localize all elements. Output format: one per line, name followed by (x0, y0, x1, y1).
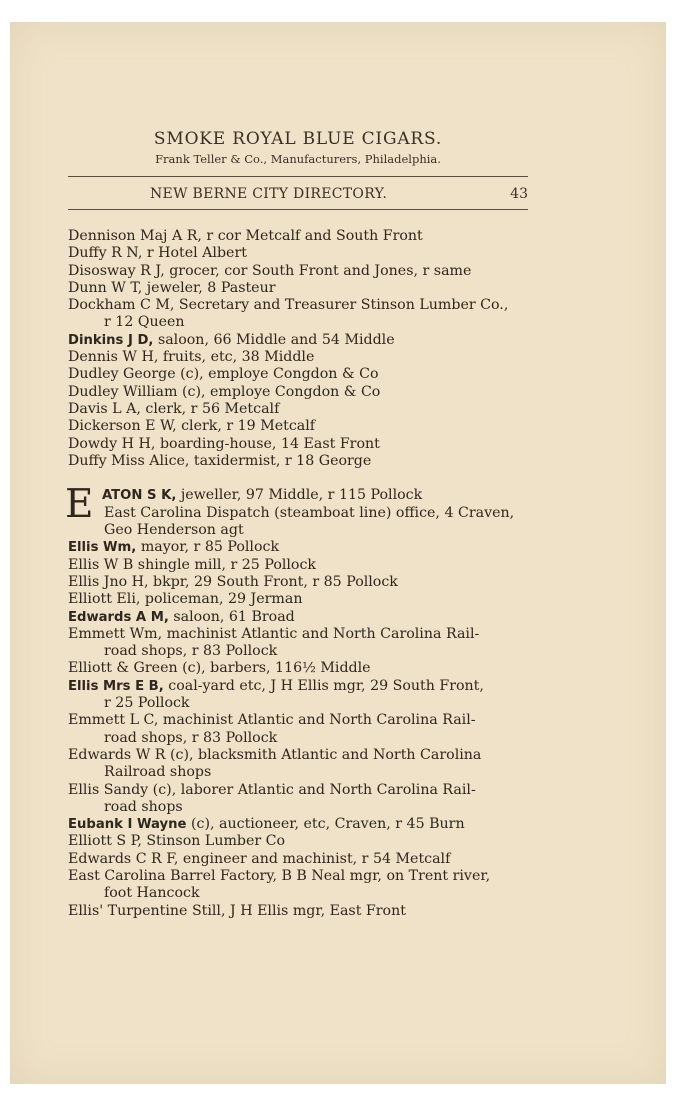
entry-text: Dowdy H H, boarding-house, 14 East Front (68, 435, 380, 452)
entry-text: Duffy Miss Alice, taxidermist, r 18 George (68, 452, 372, 469)
entry-continuation: road shops, r 83 Pollock (104, 643, 278, 660)
directory-entries (65, 228, 538, 920)
directory-title: NEW BERNE CITY DIRECTORY. (150, 186, 388, 202)
entry-name-bold: Edwards A M, (68, 609, 169, 625)
entry-name-bold: Eubank I Wayne (68, 817, 187, 833)
entry-text: Dunn W T, jeweler, 8 Pasteur (68, 279, 276, 296)
header-rule-bottom (68, 209, 528, 210)
directory-entry (68, 903, 538, 920)
directory-entry (68, 366, 538, 383)
directory-entry (68, 263, 538, 280)
directory-entry (68, 833, 538, 850)
entry-text: Elliott S P, Stinson Lumber Co (68, 833, 286, 850)
entry-name-bold: Dinkins J D, (68, 332, 154, 348)
entry-text: Edwards W R (c), blacksmith Atlantic and North Carolina (68, 746, 482, 763)
ad-title: SMOKE ROYAL BLUE CIGARS. (153, 129, 443, 149)
directory-entry (68, 539, 538, 556)
section-gap (68, 470, 538, 487)
directory-entry (68, 453, 538, 470)
directory-entry (68, 228, 538, 245)
entry-name-bold: Ellis Mrs E B, (68, 678, 164, 694)
entry-text: Edwards C R F, engineer and machinist, r 54 Metcalf (68, 850, 451, 867)
entry-text: mayor, r 85 Pollock (136, 539, 280, 556)
entry-text: Elliott & Green (c), barbers, 116½ Middle (68, 660, 371, 677)
directory-entry (68, 574, 538, 591)
directory-entry (68, 384, 538, 401)
directory-entry (68, 245, 538, 262)
entry-text: Ellis Sandy (c), laborer Atlantic and North Carolina Rail- (68, 781, 476, 798)
ad-subtitle: Frank Teller & Co., Manufacturers, Philadelphia. (155, 152, 441, 166)
entry-text: saloon, 61 Broad (168, 608, 295, 625)
entry-continuation: r 25 Pollock (104, 695, 190, 712)
entry-continuation: road shops (104, 798, 183, 815)
drop-cap-initial: E (65, 482, 94, 528)
entry-text: Dennis W H, fruits, etc, 38 Middle (68, 349, 315, 366)
directory-entry (68, 782, 538, 799)
directory-entry (68, 678, 538, 695)
entry-continuation: road shops, r 83 Pollock (104, 729, 278, 746)
entry-text: Emmett Wm, machinist Atlantic and North Carolina Rail- (68, 625, 480, 642)
entry-text: coal-yard etc, J H Ellis mgr, 29 South Front, (163, 677, 484, 694)
entry-continuation: r 12 Queen (104, 314, 185, 331)
entry-text: Ellis W B shingle mill, r 25 Pollock (68, 556, 317, 573)
directory-entry (68, 436, 538, 453)
directory-entry (68, 626, 538, 643)
section-e-lead (65, 482, 538, 539)
entry-text: Dickerson E W, clerk, r 19 Metcalf (68, 418, 316, 435)
directory-entry: East Carolina Dispatch (steamboat line) office, 4 Craven, (104, 504, 515, 521)
entry-text: Dudley George (c), employe Congdon & Co (68, 366, 379, 383)
entry-continuation: Railroad shops (104, 764, 212, 781)
directory-entry (68, 591, 538, 608)
entry-text: East Carolina Barrel Factory, B B Neal mgr, on Trent river, (68, 867, 491, 884)
entry-continuation: foot Hancock (104, 885, 200, 902)
entry-text: Ellis Jno H, bkpr, 29 South Front, r 85 Pollock (68, 573, 398, 590)
directory-entry (68, 401, 538, 418)
directory-entry (68, 332, 538, 349)
entry-text: jeweller, 97 Middle, r 115 Pollock (176, 487, 423, 504)
directory-entry (68, 747, 538, 764)
entry-text: Dockham C M, Secretary and Treasurer Stinson Lumber Co., (68, 297, 509, 314)
directory-entry (68, 280, 538, 297)
directory-entry (68, 297, 538, 314)
entry-text: Duffy R N, r Hotel Albert (68, 245, 247, 262)
directory-entry (68, 851, 538, 868)
entry-text: Dudley William (c), employe Congdon & Co (68, 383, 381, 400)
entry-name-bold: Ellis Wm, (68, 540, 137, 556)
directory-entry (68, 609, 538, 626)
directory-entry (68, 868, 538, 885)
entry-text: Disosway R J, grocer, cor South Front and Jones, r same (68, 262, 472, 279)
header-rule-top (68, 176, 528, 177)
entry-text: Elliott Eli, policeman, 29 Jerman (68, 591, 303, 608)
directory-entry (68, 487, 538, 504)
entry-text: (c), auctioneer, etc, Craven, r 45 Burn (186, 816, 465, 833)
directory-entry (68, 418, 538, 435)
entry-text: Dennison Maj A R, r cor Metcalf and South Front (68, 228, 423, 244)
directory-entry (68, 816, 538, 833)
entry-text: Ellis' Turpentine Still, J H Ellis mgr, East Front (68, 902, 406, 919)
entry-continuation: Geo Henderson agt (104, 522, 244, 539)
directory-entry (68, 712, 538, 729)
entry-text: Davis L A, clerk, r 56 Metcalf (68, 400, 280, 417)
entry-text: saloon, 66 Middle and 54 Middle (153, 331, 395, 348)
entry-name-bold: ATON S K, (102, 488, 177, 504)
directory-entry (68, 349, 538, 366)
page-number: 43 (510, 186, 528, 202)
entry-text: Emmett L C, machinist Atlantic and North Carolina Rail- (68, 712, 476, 729)
directory-entry (68, 557, 538, 574)
directory-entry (68, 660, 538, 677)
advertisement-header (68, 128, 528, 167)
